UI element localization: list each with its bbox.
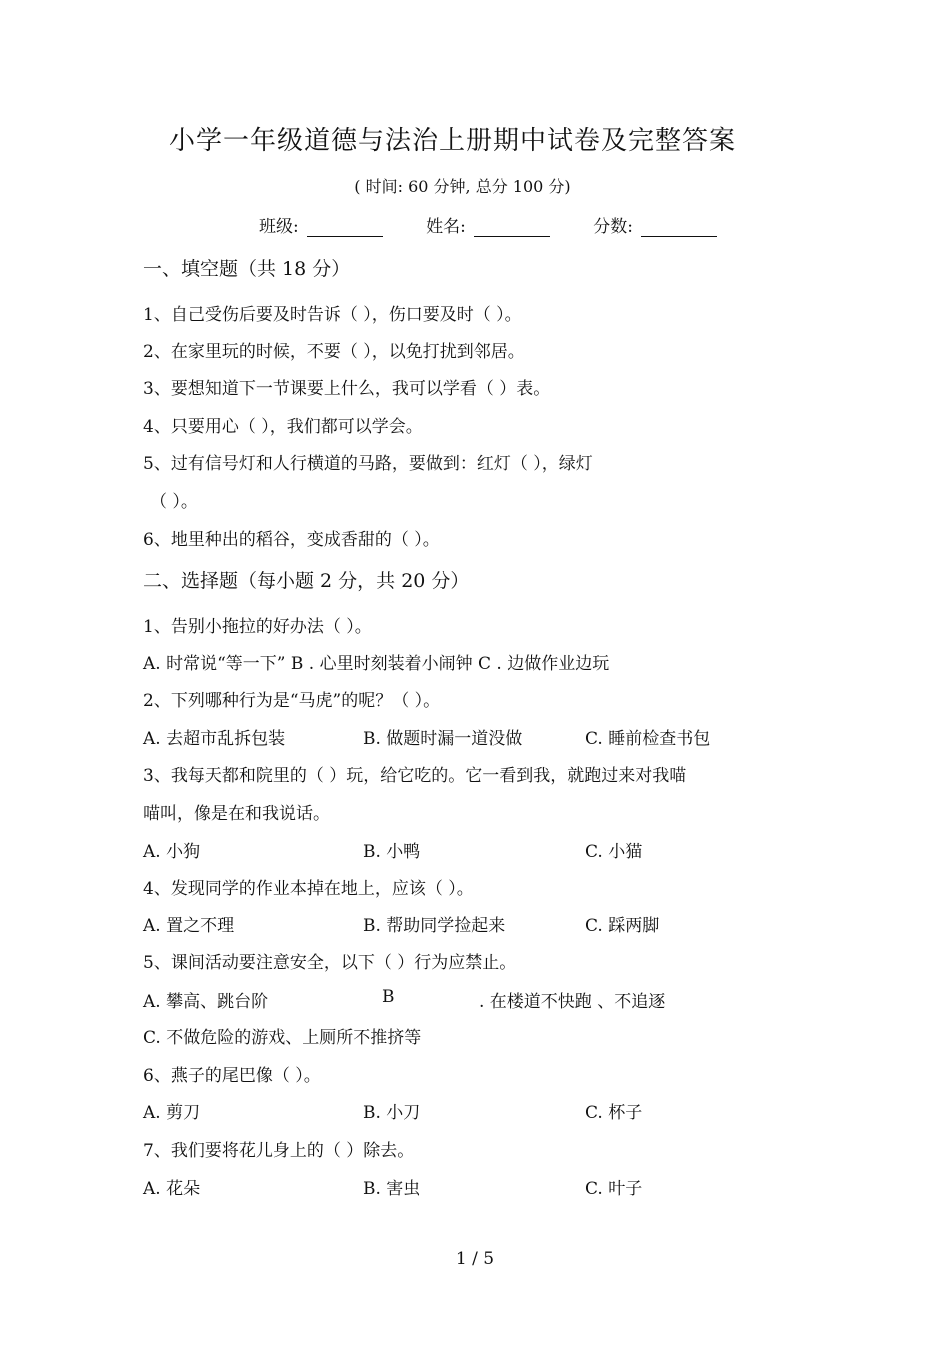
question-choice-2: 2、下列哪种行为是“马虎”的呢？（ ）。 [143, 691, 441, 711]
option-3-c: C. 小猫 [585, 842, 643, 862]
option-7-c: C. 叶子 [585, 1179, 643, 1199]
score-label: 分数: [593, 217, 634, 237]
question-fill-1: 1、自己受伤后要及时告诉（ ），伤口要及时（ ）。 [143, 305, 522, 325]
name-blank [474, 218, 550, 237]
question-fill-5: 5、过有信号灯和人行横道的马路，要做到：红灯（ ），绿灯 [143, 454, 593, 474]
question-choice-1-options: A. 时常说“等一下” B . 心里时刻装着小闹钟 C . 边做作业边玩 [143, 654, 610, 674]
section-fill-blank-heading: 一、填空题（共 18 分） [143, 258, 351, 280]
option-5-c: C. 不做危险的游戏、上厕所不推挤等 [143, 1028, 422, 1048]
question-fill-4: 4、只要用心（ ），我们都可以学会。 [143, 417, 423, 437]
question-fill-2: 2、在家里玩的时候，不要（ ），以免打扰到邻居。 [143, 342, 525, 362]
question-fill-3: 3、要想知道下一节课要上什么，我可以学看（ ）表。 [143, 379, 551, 399]
question-choice-6: 6、燕子的尾巴像（ ）。 [143, 1066, 321, 1086]
page-title: 小学一年级道德与法治上册期中试卷及完整答案 [168, 126, 736, 156]
class-blank [307, 218, 383, 237]
class-field [259, 212, 383, 237]
option-2-c: C. 睡前检查书包 [585, 729, 711, 749]
name-label: 姓名: [426, 217, 466, 237]
question-choice-5: 5、课间活动要注意安全，以下（ ）行为应禁止。 [143, 953, 517, 973]
option-7-a: A. 花朵 [143, 1179, 201, 1199]
option-3-a: A. 小狗 [143, 842, 201, 862]
option-7-b: B. 害虫 [363, 1179, 421, 1199]
option-5-a: A. 攀高、跳台阶 [143, 992, 269, 1012]
student-info-row [259, 212, 755, 237]
question-fill-6: 6、地里种出的稻谷，变成香甜的（ ）。 [143, 530, 440, 550]
class-label: 班级: [259, 217, 299, 237]
score-blank [641, 218, 717, 237]
question-choice-4: 4、发现同学的作业本掉在地上，应该（ ）。 [143, 879, 474, 899]
section-choice-heading: 二、选择题（每小题 2 分，共 20 分） [143, 570, 470, 592]
option-6-c: C. 杯子 [585, 1103, 643, 1123]
option-2-a: A. 去超市乱拆包装 [143, 729, 286, 749]
question-choice-3-cont: 喵叫，像是在和我说话。 [143, 804, 330, 824]
option-4-a: A. 置之不理 [143, 916, 235, 936]
question-choice-1: 1、告别小拖拉的好办法（ ）。 [143, 617, 372, 637]
question-fill-5-cont: （ ）。 [150, 492, 198, 512]
question-choice-3: 3、我每天都和院里的（ ）玩，给它吃的。它一看到我，就跑过来对我喵 [143, 766, 687, 786]
option-4-b: B. 帮助同学捡起来 [363, 916, 506, 936]
option-2-b: B. 做题时漏一道没做 [363, 729, 523, 749]
exam-time-score: ( 时间: 60 分钟, 总分 100 分) [354, 177, 571, 196]
option-6-a: A. 剪刀 [143, 1103, 201, 1123]
option-5-b: . 在楼道不快跑 、不追逐 [479, 992, 666, 1012]
option-6-b: B. 小刀 [363, 1103, 421, 1123]
score-field [593, 212, 717, 237]
option-5-b-letter: B [382, 987, 395, 1007]
page-number: 1 / 5 [455, 1249, 495, 1269]
name-field [426, 212, 550, 237]
option-3-b: B. 小鸭 [363, 842, 421, 862]
option-4-c: C. 踩两脚 [585, 916, 660, 936]
question-choice-7: 7、我们要将花儿身上的（ ）除去。 [143, 1141, 415, 1161]
